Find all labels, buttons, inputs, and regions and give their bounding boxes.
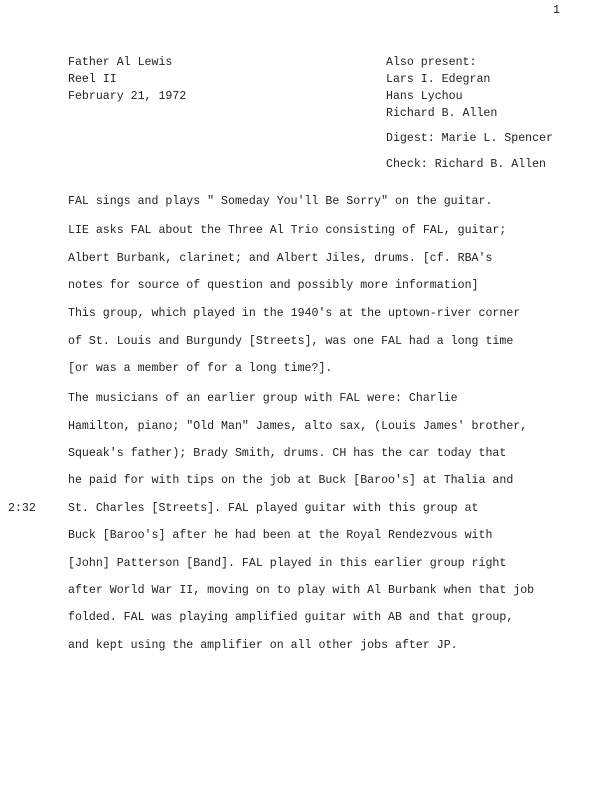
digest-credit: Digest: Marie L. Spencer [386,132,553,145]
body-line: St. Charles [Streets]. FAL played guitar with this group at [68,502,479,515]
body-line: after World War II, moving on to play with Al Burbank when that job [68,584,535,597]
interview-date: February 21, 1972 [68,90,187,103]
body-line: notes for source of question and possibly more information] [68,279,479,292]
body-line: [or was a member of for a long time?]. [68,362,333,375]
body-line: he paid for with tips on the job at Buck [Baroo's] at Thalia and [68,474,514,487]
body-line: LIE asks FAL about the Three Al Trio consisting of FAL, guitar; [68,224,507,237]
body-line: Albert Burbank, clarinet; and Albert Jiles, drums. [cf. RBA's [68,252,493,265]
body-line: Squeak's father); Brady Smith, drums. CH has the car today that [68,447,507,460]
present-person: Richard B. Allen [386,107,498,120]
check-credit: Check: Richard B. Allen [386,158,547,171]
present-person: Lars I. Edegran [386,73,491,86]
also-present-label: Also present: [386,56,477,69]
body-line: of St. Louis and Burgundy [Streets], was one FAL had a long time [68,335,514,348]
body-line: folded. FAL was playing amplified guitar with AB and that group, [68,611,514,624]
page-number: 1 [553,4,560,17]
body-line: The musicians of an earlier group with FAL were: Charlie [68,392,458,405]
body-line: and kept using the amplifier on all other jobs after JP. [68,639,458,652]
interviewee-name: Father Al Lewis [68,56,173,69]
body-line: This group, which played in the 1940's at the uptown-river corner [68,307,521,320]
body-line: FAL sings and plays " Someday You'll Be Sorry" on the guitar. [68,195,493,208]
reel-number: Reel II [68,73,117,86]
time-marker: 2:32 [8,502,36,515]
body-line: Hamilton, piano; "Old Man" James, alto sax, (Louis James' brother, [68,420,528,433]
body-line: [John] Patterson [Band]. FAL played in this earlier group right [68,557,507,570]
present-person: Hans Lychou [386,90,463,103]
body-line: Buck [Baroo's] after he had been at the Royal Rendezvous with [68,529,493,542]
